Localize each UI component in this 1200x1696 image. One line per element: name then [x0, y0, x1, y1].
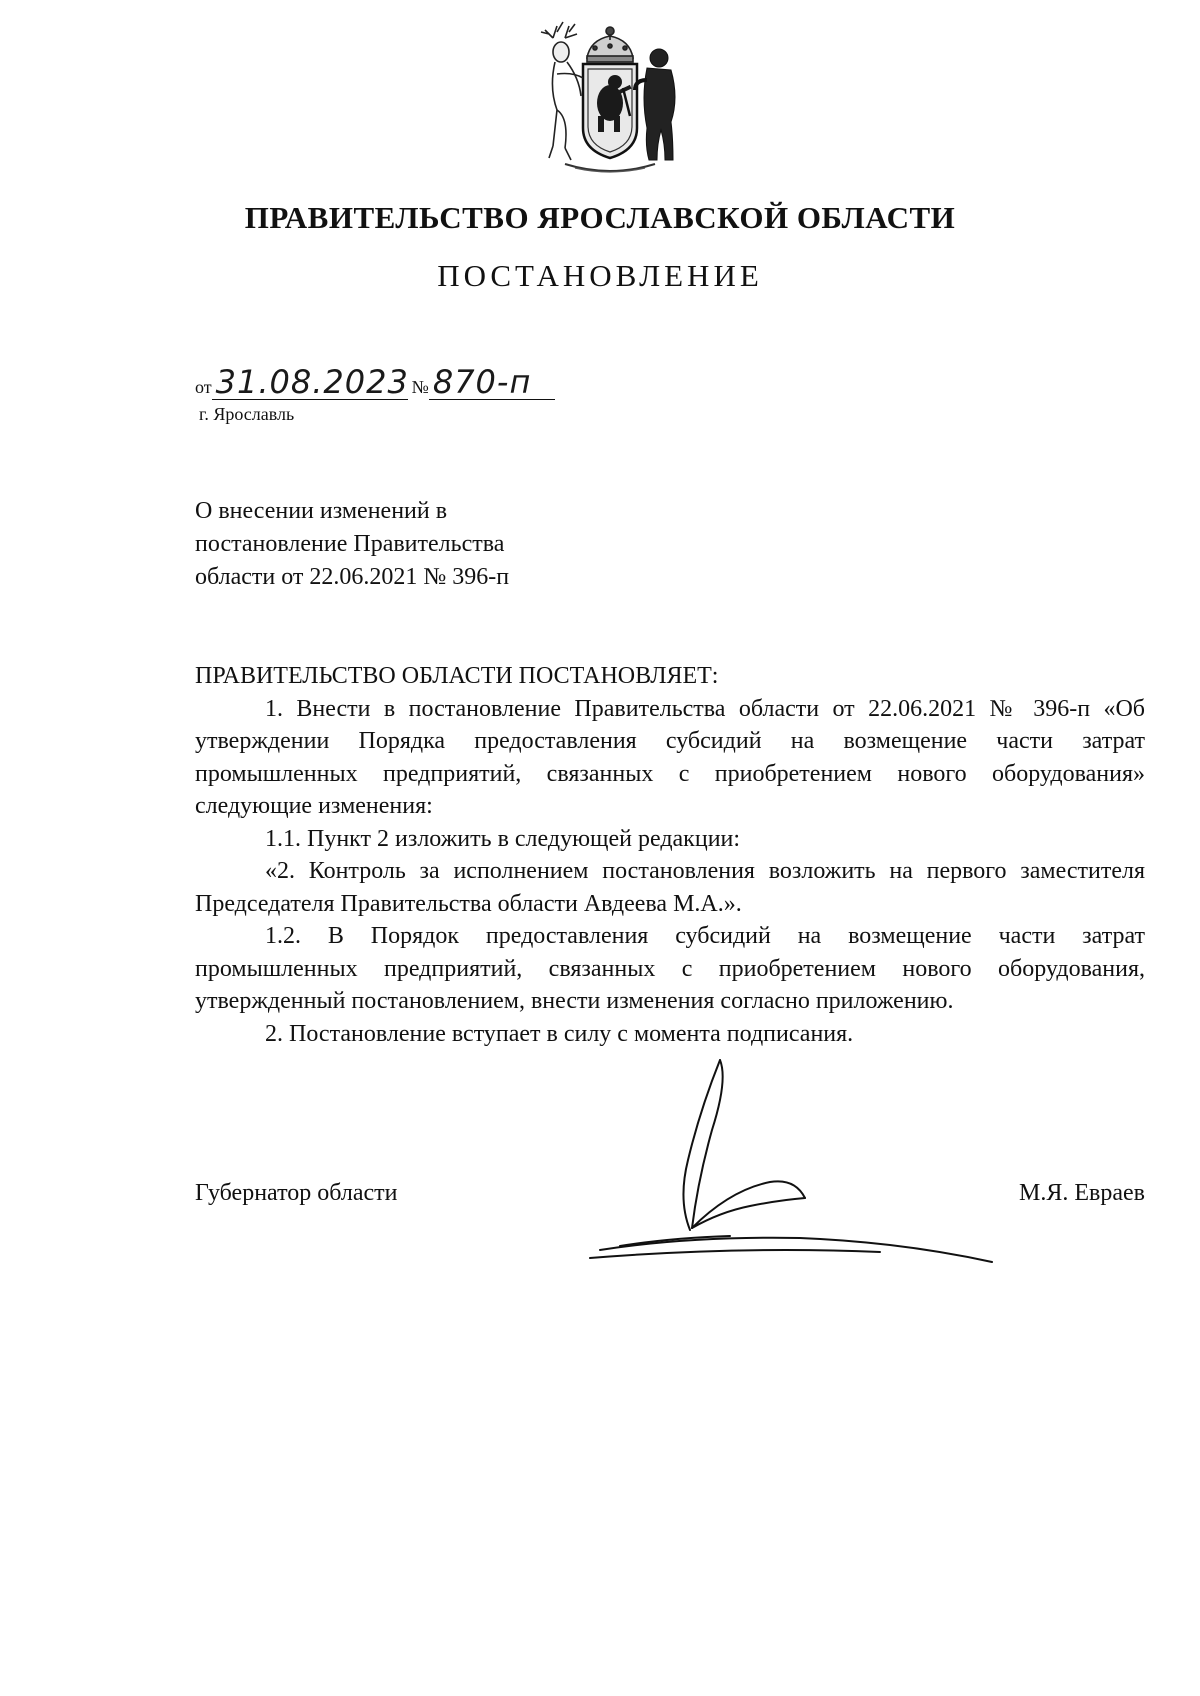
body-paragraph: 1.1. Пункт 2 изложить в следующей редакции:	[265, 825, 741, 852]
subject-line: области от 22.06.2021 № 396-п	[195, 564, 510, 590]
number-label: №	[411, 377, 429, 397]
organization-title: ПРАВИТЕЛЬСТВО ЯРОСЛАВСКОЙ ОБЛАСТИ	[244, 200, 956, 235]
city: г. Ярославль	[199, 404, 295, 424]
handwritten-signature-icon	[580, 1050, 1020, 1280]
registration-line	[195, 362, 555, 400]
body-paragraph: 1. Внести в постановление Правительства области от 22.06.2021 № 396-п «Об утверждении Порядка предоставления субсидий на возмещение части затрат промышленных предприятий, связанных с приобретением нового оборудования» следующие изменения:	[195, 695, 1145, 819]
date-label: от	[195, 377, 212, 397]
document-number: 870-п	[429, 365, 555, 400]
document-body	[195, 660, 1145, 1050]
body-paragraph: 2. Постановление вступает в силу с момента подписания.	[265, 1020, 854, 1047]
document-type: ПОСТАНОВЛЕНИЕ	[437, 258, 763, 293]
document-subject	[195, 495, 509, 594]
signatory-name: М.Я. Евраев	[1019, 1180, 1145, 1206]
resolution-heading: ПРАВИТЕЛЬСТВО ОБЛАСТИ ПОСТАНОВЛЯЕТ:	[195, 663, 719, 689]
signatory-position: Губернатор области	[195, 1180, 398, 1206]
body-paragraph: «2. Контроль за исполнением постановления возложить на первого заместителя Председателя Правительства области Авдеева М.А.».	[195, 858, 1145, 917]
subject-line: постановление Правительства	[195, 531, 505, 557]
document-date: 31.08.2023	[212, 365, 408, 400]
coat-of-arms-icon	[535, 18, 685, 180]
subject-line: О внесении изменений в	[195, 498, 448, 524]
body-paragraph: 1.2. В Порядок предоставления субсидий на возмещение части затрат промышленных предприятий, связанных с приобретением нового оборудования, утвержденный постановлением, внести изменения согласно приложению.	[195, 923, 1145, 1014]
